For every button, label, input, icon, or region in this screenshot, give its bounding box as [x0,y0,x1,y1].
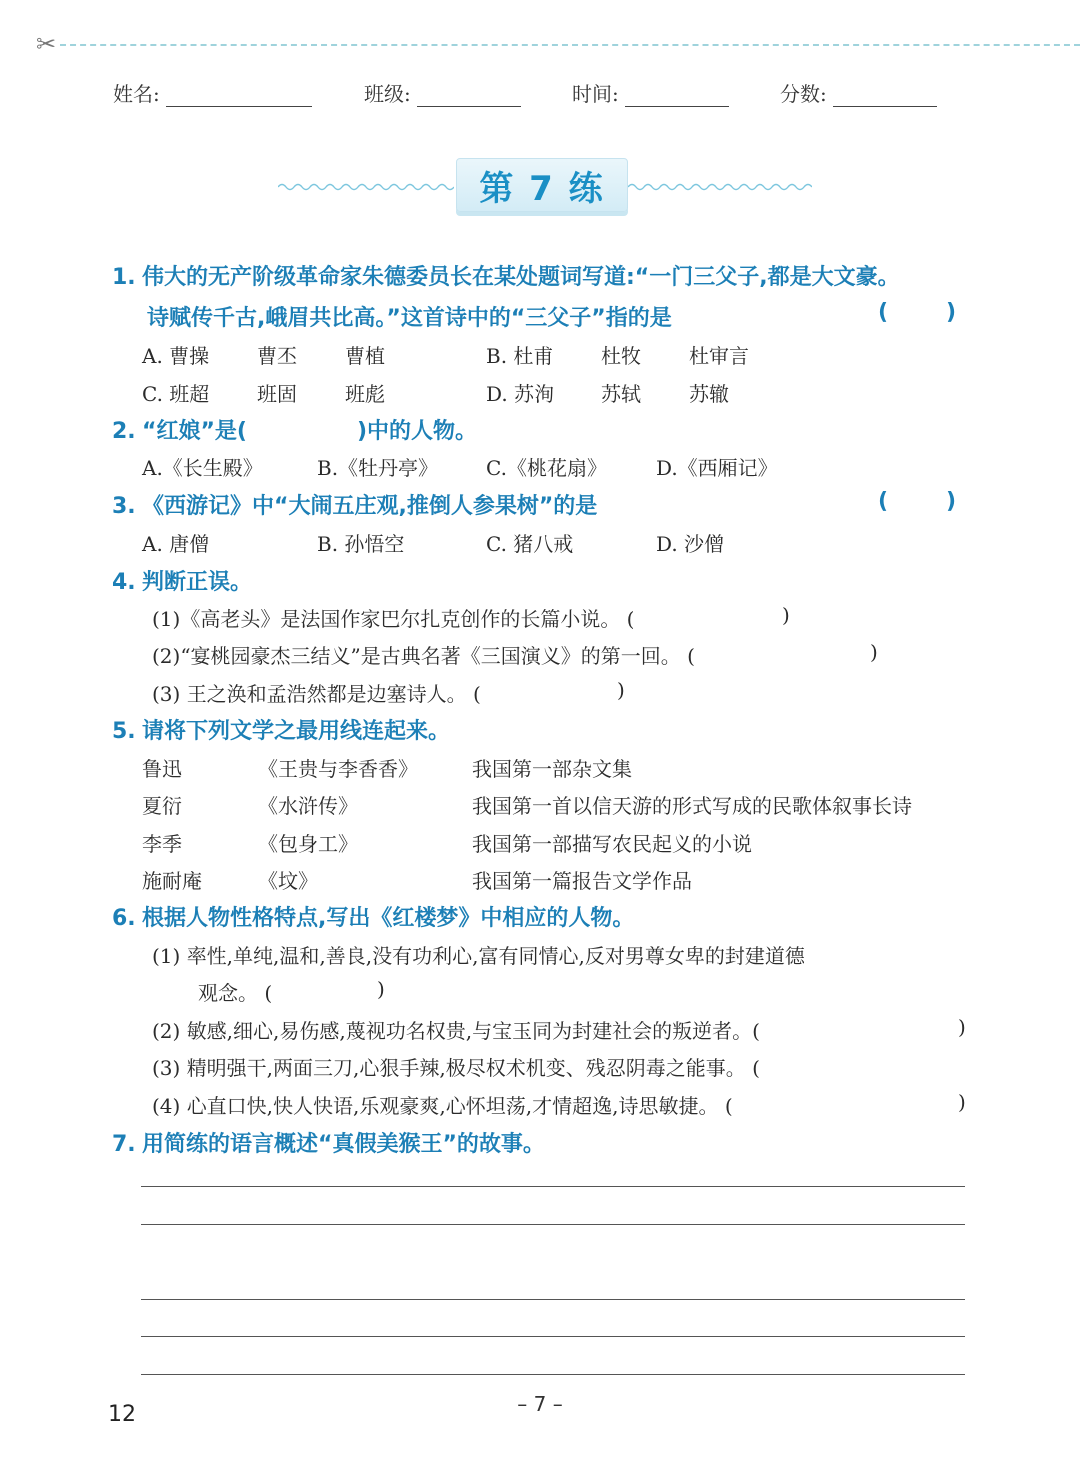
record-item[interactable]: 我国第一部杂文集 [472,757,632,781]
left-wave-ornament [278,182,454,192]
work-item[interactable]: 《坟》 [258,869,318,893]
exercise-title: 第 7 练 [456,158,628,212]
option-text: 杜牧 [601,344,641,368]
writing-line[interactable] [141,1299,965,1300]
option-c[interactable]: C.《桃花扇》 [486,456,607,480]
option-text: 苏轼 [601,382,641,406]
question-3 [112,489,597,520]
question-number: 5. [112,719,136,744]
character-item-2: (2) 敏感,细心,易伤感,蔑视功名权贵,与宝玉同为封建社会的叛逆者。( [152,1019,760,1043]
option-d[interactable]: D.《西厢记》 [656,456,778,480]
question-number: 7. [112,1132,136,1157]
option-c[interactable]: C. 猪八戒 [486,532,574,556]
question-number: 3. [112,494,136,519]
book-page-number: 12 [108,1402,136,1427]
judgment-item-2: (2)“宴桃园豪杰三结义”是古典名著《三国演义》的第一回。 ( [152,644,695,668]
judgment-item-3: (3) 王之涣和孟浩然都是边塞诗人。 ( [152,682,481,706]
option-a[interactable]: A. 曹操 [142,344,210,368]
option-a[interactable]: A.《长生殿》 [142,456,263,480]
question-1-continued: 诗赋传千古,峨眉共比高。”这首诗中的“三父子”指的是 [147,306,672,331]
question-4 [112,565,252,596]
option-text: 班彪 [345,382,385,406]
judgment-paren-close: ) [617,678,625,702]
scissors-icon: ✂ [36,30,57,58]
question-text: 根据人物性格特点,写出《红楼梦》中相应的人物。 [142,906,635,931]
character-item-3: (3) 精明强干,两面三刀,心狠手辣,极尽权术机变、残忍阴毒之能事。 ( [152,1056,760,1080]
time-field [572,78,729,107]
class-blank[interactable] [417,84,521,107]
option-text: 班固 [257,382,297,406]
question-text: 《西游记》中“大闹五庄观,推倒人参果树”的是 [142,494,598,519]
question-text: 判断正误。 [142,570,253,595]
name-field [113,78,312,107]
question-number: 4. [112,570,136,595]
author-item[interactable]: 李季 [142,832,182,856]
page-number: – 7 – [517,1392,563,1416]
student-info-header [0,78,1080,112]
character-item-1: (1) 率性,单纯,温和,善良,没有功利心,富有同情心,反对男尊女卑的封建道德 [152,944,805,968]
answer-paren-close: ) [946,300,957,325]
writing-line[interactable] [141,1224,965,1225]
judgment-item-1: (1)《高老头》是法国作家巴尔扎克创作的长篇小说。 ( [152,607,635,631]
author-item[interactable]: 施耐庵 [142,869,202,893]
question-text: 请将下列文学之最用线连起来。 [142,719,451,744]
character-item-4: (4) 心直口快,快人快语,乐观豪爽,心怀坦荡,才情超逸,诗思敏捷。 ( [152,1094,733,1118]
option-text: 杜审言 [689,344,749,368]
score-field [780,78,937,107]
writing-line[interactable] [141,1186,965,1187]
class-label: 班级: [364,82,411,106]
option-a[interactable]: A. 唐僧 [142,532,210,556]
work-item[interactable]: 《王贵与李香香》 [258,757,418,781]
judgment-paren-close: ) [870,640,878,664]
judgment-paren-close: ) [782,603,790,627]
option-b[interactable]: B. 杜甫 [486,344,554,368]
right-wave-ornament [628,182,812,192]
question-number: 2. [112,419,136,444]
question-7 [112,1127,545,1158]
writing-line[interactable] [141,1374,965,1375]
character-paren-close: ) [958,1015,966,1039]
question-number: 1. [112,265,136,290]
option-text: 曹丕 [257,344,297,368]
answer-paren-open: ( [878,300,889,325]
class-field [364,78,521,107]
option-c[interactable]: C. 班超 [142,382,210,406]
option-b[interactable]: B.《牡丹亭》 [317,456,439,480]
character-item-1-cont: 观念。 ( [198,981,273,1005]
work-item[interactable]: 《水浒传》 [258,794,358,818]
cut-line [60,44,1080,46]
question-text-b: )中的人物。 [356,419,478,444]
question-2 [112,414,477,445]
name-label: 姓名: [113,82,160,106]
work-item[interactable]: 《包身工》 [258,832,358,856]
option-text: 曹植 [345,344,385,368]
question-1 [112,260,900,291]
answer-paren-open: ( [878,489,889,514]
author-item[interactable]: 夏衍 [142,794,182,818]
character-paren-close: ) [377,977,385,1001]
option-d[interactable]: D. 沙僧 [656,532,725,556]
name-blank[interactable] [166,84,312,107]
record-item[interactable]: 我国第一首以信天游的形式写成的民歌体叙事长诗 [472,794,912,818]
score-blank[interactable] [833,84,937,107]
exercise-title-banner [0,152,1080,232]
option-b[interactable]: B. 孙悟空 [317,532,405,556]
question-text-a: “红娘”是( [142,419,247,444]
score-label: 分数: [780,82,827,106]
question-number: 6. [112,906,136,931]
question-text: 用简练的语言概述“真假美猴王”的故事。 [142,1132,545,1157]
question-6 [112,901,634,932]
option-text: 苏辙 [689,382,729,406]
record-item[interactable]: 我国第一部描写农民起义的小说 [472,832,752,856]
time-blank[interactable] [625,84,729,107]
character-paren-close: ) [958,1090,966,1114]
option-d[interactable]: D. 苏洵 [486,382,555,406]
time-label: 时间: [572,82,619,106]
answer-paren-close: ) [946,489,957,514]
question-text: 伟大的无产阶级革命家朱德委员长在某处题词写道:“一门三父子,都是大文豪。 [142,265,900,290]
author-item[interactable]: 鲁迅 [142,757,182,781]
record-item[interactable]: 我国第一篇报告文学作品 [472,869,692,893]
question-5 [112,714,450,745]
writing-line[interactable] [141,1336,965,1337]
